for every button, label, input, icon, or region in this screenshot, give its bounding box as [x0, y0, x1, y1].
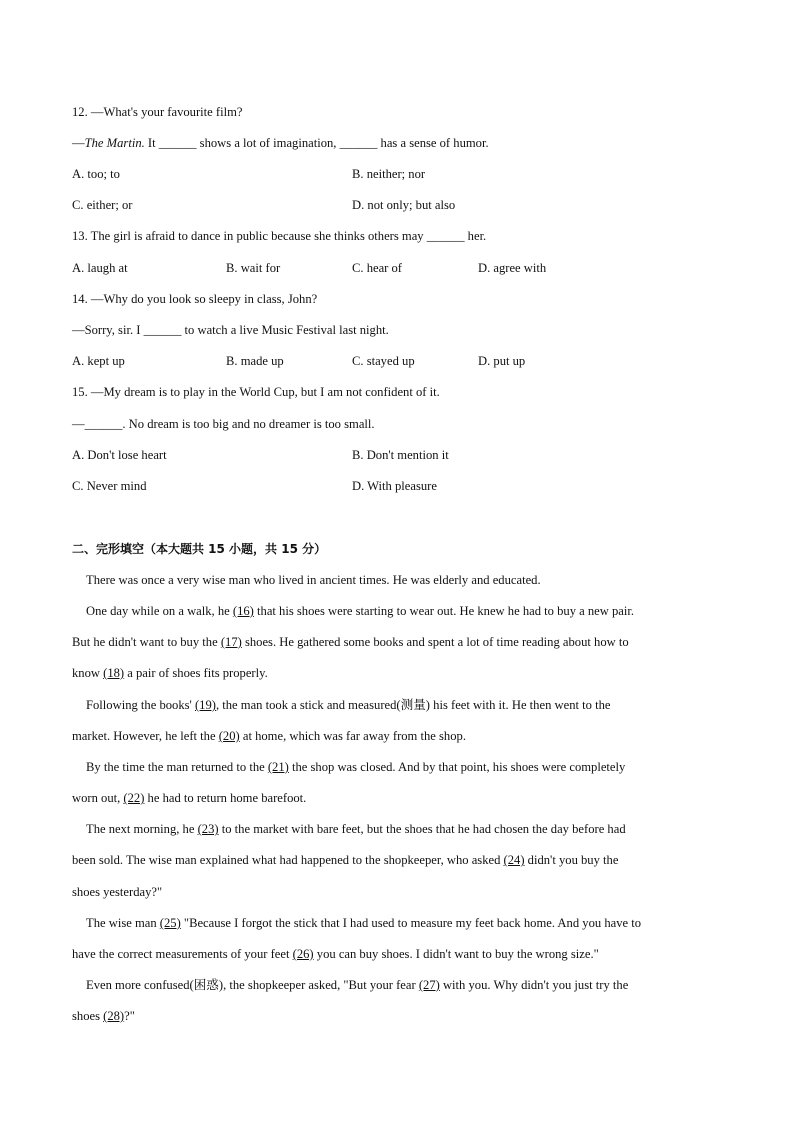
passage-line-12	[86, 915, 641, 931]
text: at home, which was far away from the shop.	[239, 729, 466, 743]
passage-line-8	[72, 790, 306, 806]
text: have the correct measurements of your feet	[72, 947, 293, 961]
blank-25: (25)	[159, 916, 181, 930]
q12-stem: 12. —What's your favourite film?	[72, 105, 243, 119]
text: to the market with bare feet, but the shoes that he had chosen the day before had	[218, 822, 626, 836]
text: One day while on a walk, he	[86, 604, 233, 618]
q14-option-b: B. made up	[226, 354, 284, 368]
passage-line-15	[72, 1008, 135, 1024]
text: , the man took a stick and measured(测量) his feet with it. He then went to the	[215, 698, 611, 712]
text: By the time the man returned to the	[86, 760, 268, 774]
q12-option-c: C. either; or	[72, 198, 133, 212]
blank-24: (24)	[503, 853, 525, 867]
q12-reply	[72, 135, 489, 151]
blank-28: (28)	[103, 1009, 125, 1023]
passage-line-14	[86, 977, 628, 993]
passage-line-3	[72, 634, 629, 650]
q14-option-d: D. put up	[478, 354, 526, 368]
text: ?"	[124, 1009, 135, 1023]
text: Following the books'	[86, 698, 195, 712]
passage-line-1: There was once a very wise man who lived in ancient times. He was elderly and educated.	[86, 573, 541, 587]
text: The wise man	[86, 916, 160, 930]
passage-line-2	[86, 603, 634, 619]
text: worn out,	[72, 791, 124, 805]
q15-option-c: C. Never mind	[72, 479, 147, 493]
blank-26: (26)	[292, 947, 314, 961]
blank-17: (17)	[220, 635, 242, 649]
blank-22: (22)	[123, 791, 145, 805]
q14-option-c: C. stayed up	[352, 354, 415, 368]
passage-line-9	[86, 821, 626, 837]
blank-27: (27)	[418, 978, 440, 992]
q14-option-a: A. kept up	[72, 354, 125, 368]
passage-line-13	[72, 946, 599, 962]
blank-21: (21)	[267, 760, 289, 774]
text: market. However, he left the	[72, 729, 219, 743]
q12-film-title: The Martin.	[84, 136, 145, 150]
text: shoes. He gathered some books and spent a lot of time reading about how to	[241, 635, 629, 649]
passage-line-5	[86, 697, 610, 713]
text: The next morning, he	[86, 822, 198, 836]
q13-option-c: C. hear of	[352, 261, 403, 275]
text: But he didn't want to buy the	[72, 635, 221, 649]
passage-line-7	[86, 759, 625, 775]
q12-option-b: B. neither; nor	[352, 167, 426, 181]
q12-option-d: D. not only; but also	[352, 198, 456, 212]
blank-18: (18)	[103, 666, 125, 680]
passage-line-10	[72, 852, 618, 868]
section-heading: 二、完形填空（本大题共 15 小题，共 15 分）	[72, 542, 327, 556]
q15-reply: —______. No dream is too big and no dreamer is too small.	[72, 417, 375, 431]
passage-line-6	[72, 728, 466, 744]
text: that his shoes were starting to wear out. He knew he had to buy a new pair.	[253, 604, 635, 618]
text: been sold. The wise man explained what had happened to the shopkeeper, who asked	[72, 853, 504, 867]
q15-option-b: B. Don't mention it	[352, 448, 449, 462]
blank-20: (20)	[218, 729, 240, 743]
q12-reply-text: It ______ shows a lot of imagination, ______ has a sense of humor.	[144, 136, 489, 150]
text: with you. Why didn't you just try the	[439, 978, 629, 992]
blank-16: (16)	[232, 604, 254, 618]
q15-option-d: D. With pleasure	[352, 479, 437, 493]
text: you can buy shoes. I didn't want to buy the wrong size."	[313, 947, 599, 961]
text: "Because I forgot the stick that I had used to measure my feet back home. And you have to	[180, 916, 642, 930]
text: he had to return home barefoot.	[144, 791, 307, 805]
text: Even more confused(困惑), the shopkeeper asked, "But your fear	[86, 978, 419, 992]
q15-stem: 15. —My dream is to play in the World Cup, but I am not confident of it.	[72, 385, 440, 399]
passage-line-4	[72, 665, 268, 681]
q15-option-a: A. Don't lose heart	[72, 448, 167, 462]
q14-stem: 14. —Why do you look so sleepy in class, John?	[72, 292, 318, 306]
q13-option-d: D. agree with	[478, 261, 547, 275]
text: a pair of shoes fits properly.	[124, 666, 268, 680]
q13-option-a: A. laugh at	[72, 261, 128, 275]
text: know	[72, 666, 104, 680]
q14-reply: —Sorry, sir. I ______ to watch a live Music Festival last night.	[72, 323, 389, 337]
blank-19: (19)	[194, 698, 216, 712]
text: shoes	[72, 1009, 104, 1023]
passage-line-11: shoes yesterday?"	[72, 885, 163, 899]
text: didn't you buy the	[524, 853, 619, 867]
q12-option-a: A. too; to	[72, 167, 120, 181]
q12-reply-dash: —	[72, 136, 85, 150]
q13-option-b: B. wait for	[226, 261, 281, 275]
text: the shop was closed. And by that point, his shoes were completely	[288, 760, 626, 774]
blank-23: (23)	[197, 822, 219, 836]
q13-stem: 13. The girl is afraid to dance in public because she thinks others may ______ her.	[72, 229, 487, 243]
